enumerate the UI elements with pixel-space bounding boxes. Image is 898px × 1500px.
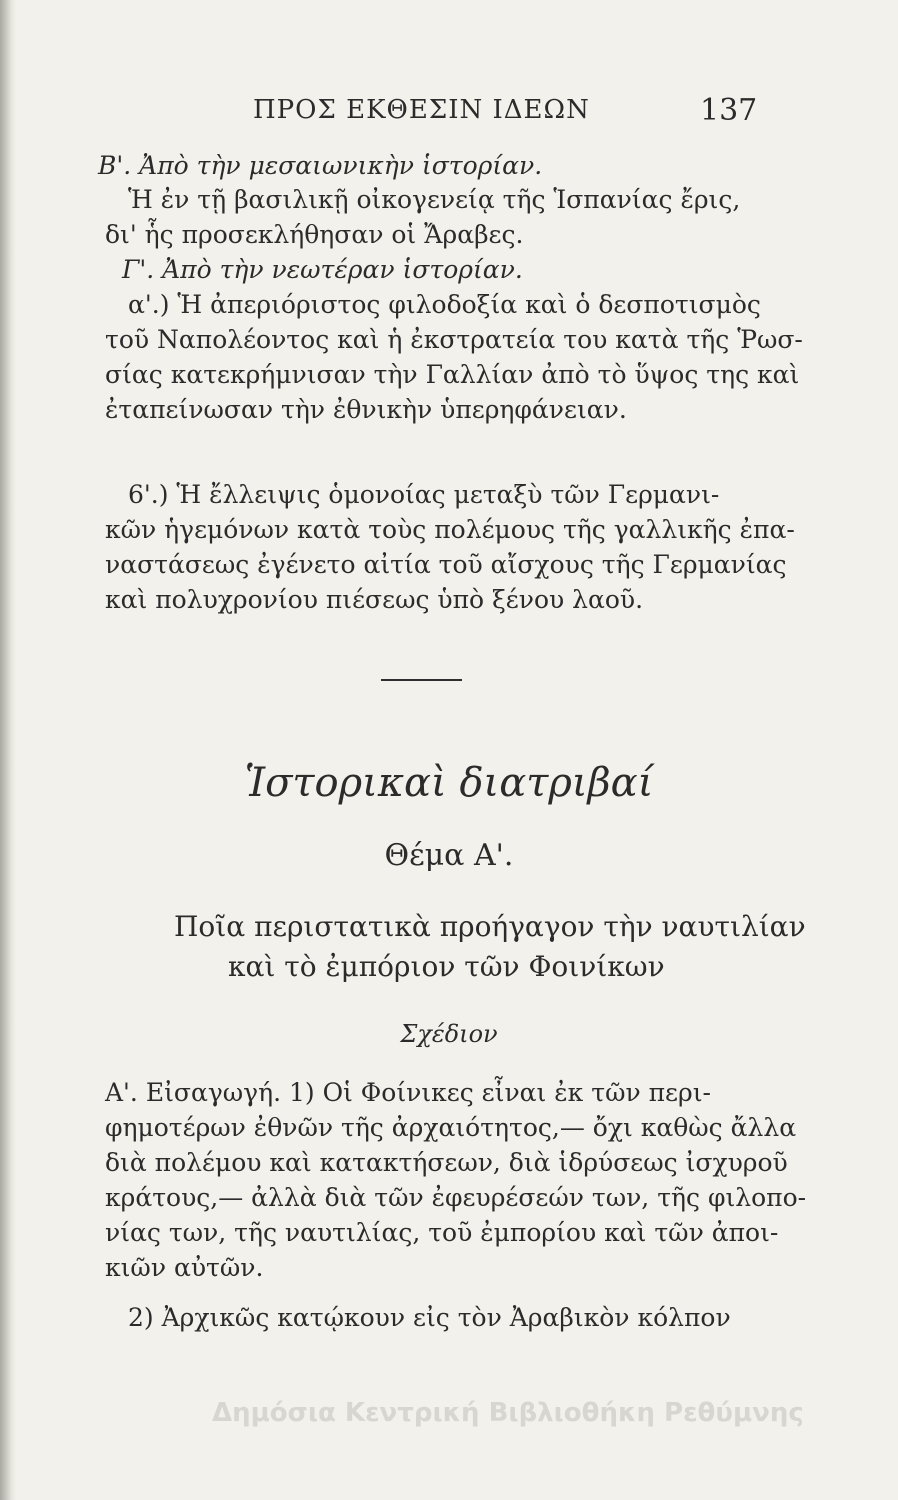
outline-line: διὰ πολέμου καὶ κατακτήσεων, διὰ ἱδρύσεως ἰσχυροῦ: [105, 1148, 788, 1177]
body-line: ἐταπείνωσαν τὴν ἐθνικὴν ὑπερηφάνειαν.: [105, 395, 627, 424]
theme-title: Θέμα Α'.: [384, 838, 514, 873]
body-line: σίας κατεκρήμνισαν τὴν Γαλλίαν ἀπὸ τὸ ὕψος της καὶ: [105, 360, 800, 389]
library-watermark: Δημόσια Κεντρική Βιβλιοθήκη Ρεθύμνης: [212, 1398, 804, 1428]
body-line: τοῦ Ναπολέοντος καὶ ἡ ἐκστρατεία του κατὰ τῆς Ῥωσ-: [105, 325, 803, 354]
outline-line: Α'. Εἰσαγωγή. 1) Οἱ Φοίνικες εἶναι ἐκ τῶν περι-: [105, 1078, 711, 1107]
outline-line: κιῶν αὐτῶν.: [105, 1253, 264, 1282]
body-line: καὶ πολυχρονίου πιέσεως ὑπὸ ξένου λαοῦ.: [105, 585, 644, 614]
page-number: 137: [700, 93, 758, 128]
section-divider: [381, 679, 462, 681]
section-title: Ἱστορικαὶ διατριβαί: [244, 760, 654, 806]
outline-label: Σχέδιον: [400, 1020, 498, 1048]
body-line-g: Γ'. Ἀπὸ τὴν νεωτέραν ἱστορίαν.: [122, 255, 523, 284]
question-line-1: Ποῖα περιστατικὰ προήγαγον τὴν ναυτιλίαν: [174, 910, 806, 943]
body-line: α'.) Ἡ ἀπεριόριστος φιλοδοξία καὶ ὁ δεσποτισμὸς: [128, 290, 761, 319]
outline-line: 2) Ἀρχικῶς κατῴκουν εἰς τὸν Ἀραβικὸν κόλπον: [128, 1303, 731, 1332]
question-line-2: καὶ τὸ ἐμπόριον τῶν Φοινίκων: [228, 950, 665, 983]
page-binding-shadow: [0, 0, 16, 1500]
page-header: [0, 93, 898, 133]
outline-line: κράτους,— ἀλλὰ διὰ τῶν ἐφευρέσεών των, τῆς φιλοπο-: [105, 1183, 807, 1212]
body-line: 6'.) Ἡ ἔλλειψις ὁμονοίας μεταξὺ τῶν Γερμανι-: [128, 480, 720, 509]
body-line: Ἡ ἐν τῇ βασιλικῇ οἰκογενείᾳ τῆς Ἱσπανίας ἔρις,: [128, 185, 741, 214]
body-line-b: Β'. Ἀπὸ τὴν μεσαιωνικὴν ἱστορίαν.: [98, 151, 543, 180]
outline-line: φημοτέρων ἐθνῶν τῆς ἀρχαιότητος,— ὄχι καθὼς ἄλλα: [105, 1113, 797, 1142]
body-line: δι' ἧς προσεκλήθησαν οἱ Ἄραβες.: [105, 220, 524, 249]
running-title: ΠΡΟΣ ΕΚΘΕΣΙΝ ΙΔΕΩΝ: [253, 95, 590, 125]
body-line: κῶν ἡγεμόνων κατὰ τοὺς πολέμους τῆς γαλλικῆς ἐπα-: [105, 515, 795, 544]
body-line: ναστάσεως ἐγένετο αἰτία τοῦ αἴσχους τῆς Γερμανίας: [105, 550, 787, 579]
outline-line: νίας των, τῆς ναυτιλίας, τοῦ ἐμπορίου καὶ τῶν ἀποι-: [105, 1218, 779, 1247]
